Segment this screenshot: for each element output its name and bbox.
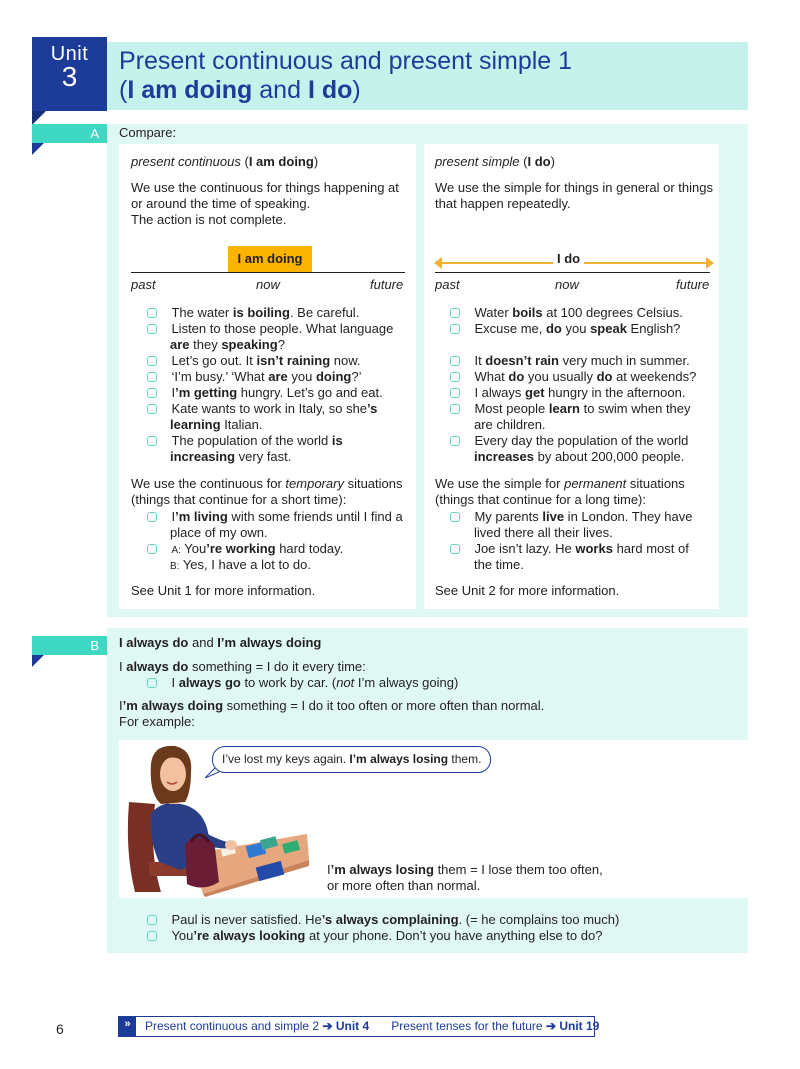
list-item-cont: are they speaking? xyxy=(170,337,285,352)
bullet-icon xyxy=(450,356,460,366)
cross-ref-link-unit-4[interactable]: Present continuous and simple 2 ➔ Unit 4 xyxy=(145,1019,370,1033)
bullet-icon xyxy=(450,512,460,522)
continuous-desc-1: We use the continuous for things happening at xyxy=(131,180,399,195)
section-a-intro: Compare: xyxy=(119,125,177,140)
for-example: For example: xyxy=(119,714,195,729)
unit-word: Unit xyxy=(50,43,89,65)
list-item: A: You’re working hard today. xyxy=(147,541,343,559)
temporary-rule-2: (things that continue for a short time): xyxy=(131,492,347,507)
list-item: Let’s go out. It isn’t raining now. xyxy=(147,353,361,369)
list-item: What do you usually do at weekends? xyxy=(450,369,696,385)
cross-reference-links xyxy=(145,1019,599,1033)
list-item: It doesn’t rain very much in summer. xyxy=(450,353,690,369)
list-item: My parents live in London. They have xyxy=(450,509,692,525)
list-item: The water is boiling. Be careful. xyxy=(147,305,359,321)
section-b-tab: B xyxy=(32,636,107,655)
bullet-icon xyxy=(450,372,460,382)
simple-desc-1: We use the simple for things in general or things xyxy=(435,180,713,195)
bullet-icon xyxy=(450,404,460,414)
timeline-future: future xyxy=(676,277,710,292)
list-item: Joe isn’t lazy. He works hard most of xyxy=(450,541,689,557)
page-title-line2: (I am doing and I do) xyxy=(119,76,361,104)
bullet-icon xyxy=(450,436,460,446)
simple-heading: present simple (I do) xyxy=(435,154,555,169)
timeline-now: now xyxy=(555,277,579,292)
timeline-past: past xyxy=(435,277,460,292)
bullet-icon xyxy=(450,324,460,334)
list-item: Paul is never satisfied. He’s always complaining. (= he complains too much) xyxy=(147,912,619,928)
list-item: Listen to those people. What language xyxy=(147,321,393,337)
list-item-cont: B: Yes, I have a lot to do. xyxy=(170,557,311,572)
list-item: The population of the world is xyxy=(147,433,343,449)
bullet-icon xyxy=(147,678,157,688)
see-unit-1: See Unit 1 for more information. xyxy=(131,583,316,598)
bullet-icon xyxy=(147,436,157,446)
list-item-cont: the time. xyxy=(474,557,524,572)
permanent-rule-2: (things that continue for a long time): xyxy=(435,492,647,507)
bullet-icon xyxy=(450,388,460,398)
always-do-rule: I always do something = I do it every time: xyxy=(119,659,366,674)
double-chevron-icon: » xyxy=(119,1017,136,1036)
bullet-icon xyxy=(147,404,157,414)
continuous-timeline xyxy=(131,272,405,273)
list-item: ‘I’m busy.’ ‘What are you doing?’ xyxy=(147,369,361,385)
bullet-icon xyxy=(450,308,460,318)
arrow-left-icon xyxy=(434,257,442,269)
continuous-desc-3: The action is not complete. xyxy=(131,212,287,227)
list-item: Water boils at 100 degrees Celsius. xyxy=(450,305,683,321)
unit-badge xyxy=(32,37,107,111)
bullet-icon xyxy=(147,324,157,334)
timeline-past: past xyxy=(131,277,156,292)
bullet-icon xyxy=(147,915,157,925)
list-item-cont: are children. xyxy=(474,417,546,432)
i-am-doing-box: I am doing xyxy=(228,246,312,272)
bullet-icon xyxy=(147,388,157,398)
see-unit-2: See Unit 2 for more information. xyxy=(435,583,620,598)
unit-badge-corner xyxy=(32,111,46,125)
arrow-right-icon xyxy=(706,257,714,269)
section-a-tab-corner xyxy=(32,143,44,155)
temporary-rule-1: We use the continuous for temporary situations xyxy=(131,476,403,491)
simple-desc-2: that happen repeatedly. xyxy=(435,196,571,211)
speech-bubble: I’ve lost my keys again. I’m always losing them. xyxy=(212,746,491,773)
bullet-icon xyxy=(147,308,157,318)
page-title-line1: Present continuous and present simple 1 xyxy=(119,47,573,75)
continuous-desc-2: or around the time of speaking. xyxy=(131,196,311,211)
bullet-icon xyxy=(147,931,157,941)
list-item: I’m getting hungry. Let’s go and eat. xyxy=(147,385,383,401)
illustration-caption-2: or more often than normal. xyxy=(327,878,481,893)
list-item: Kate wants to work in Italy, so she’s xyxy=(147,401,377,417)
always-doing-rule: I’m always doing something = I do it too often or more often than normal. xyxy=(119,698,545,713)
list-item: You’re always looking at your phone. Don’t you have anything else to do? xyxy=(147,928,602,944)
page-number: 6 xyxy=(56,1021,64,1037)
list-item: Every day the population of the world xyxy=(450,433,688,449)
bullet-icon xyxy=(147,372,157,382)
section-a-tab: A xyxy=(32,124,107,143)
simple-timeline xyxy=(435,272,710,273)
list-item: Most people learn to swim when they xyxy=(450,401,691,417)
timeline-now: now xyxy=(256,277,280,292)
list-item-cont: lived there all their lives. xyxy=(474,525,613,540)
timeline-future: future xyxy=(370,277,404,292)
list-item: I’m living with some friends until I find a xyxy=(147,509,403,525)
illustration-caption-1: I’m always losing them = I lose them too often, xyxy=(327,862,603,877)
section-b-heading: I always do and I’m always doing xyxy=(119,635,322,650)
continuous-heading: present continuous (I am doing) xyxy=(131,154,319,169)
unit-number: 3 xyxy=(61,61,78,92)
i-do-label: I do xyxy=(553,251,584,266)
bullet-icon xyxy=(147,544,157,554)
list-item-cont: increasing very fast. xyxy=(170,449,292,464)
list-item-cont: place of my own. xyxy=(170,525,268,540)
bullet-icon xyxy=(147,512,157,522)
permanent-rule-1: We use the simple for permanent situations xyxy=(435,476,685,491)
bullet-icon xyxy=(147,356,157,366)
list-item: I always go to work by car. (not I’m always going) xyxy=(147,675,458,691)
cross-ref-link-unit-19[interactable]: Present tenses for the future ➔ Unit 19 xyxy=(391,1019,600,1033)
list-item-cont: learning Italian. xyxy=(170,417,263,432)
bullet-icon xyxy=(450,544,460,554)
section-b-tab-corner xyxy=(32,655,44,667)
list-item: Excuse me, do you speak English? xyxy=(450,321,680,337)
list-item: I always get hungry in the afternoon. xyxy=(450,385,685,401)
list-item-cont: increases by about 200,000 people. xyxy=(474,449,685,464)
